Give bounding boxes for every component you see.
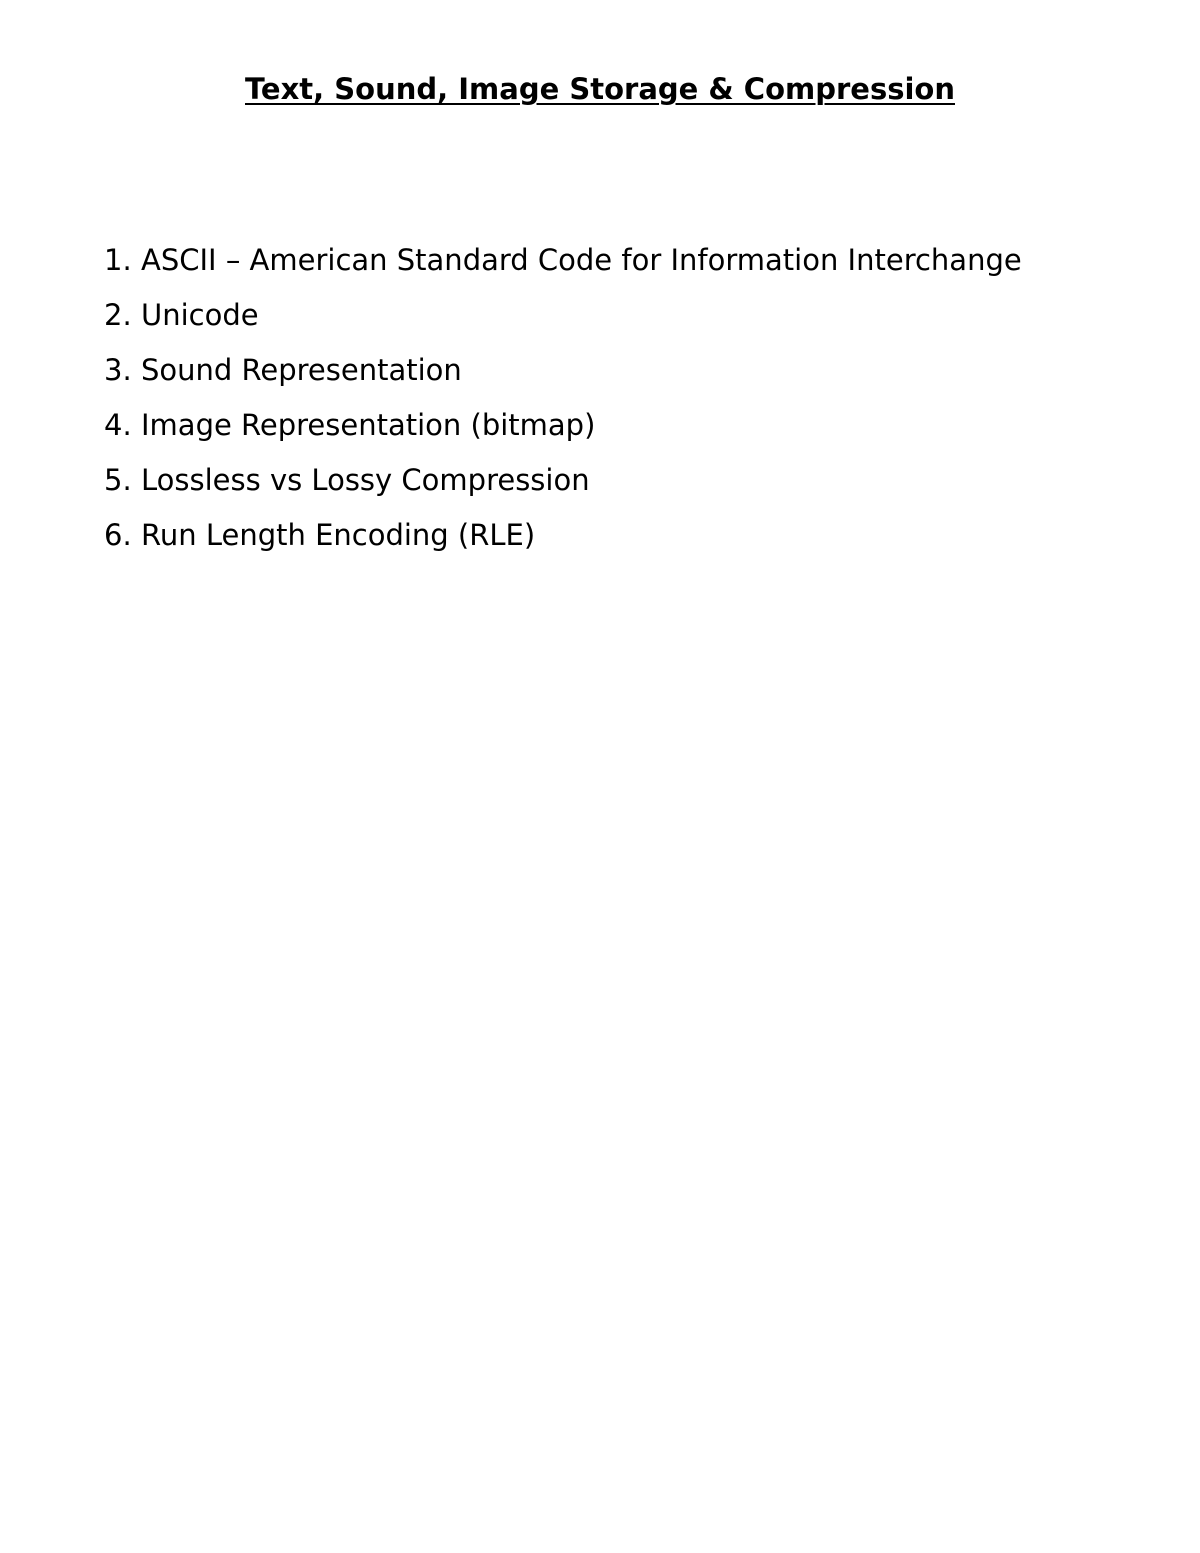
document-title: Text, Sound, Image Storage & Compression — [245, 72, 955, 106]
list-item — [104, 398, 1022, 453]
list-item-number: 4. — [104, 408, 132, 442]
list-item-text: Sound Representation — [141, 353, 462, 387]
list-item-text: Run Length Encoding (RLE) — [141, 518, 536, 552]
list-item — [104, 343, 1022, 398]
list-item-number: 5. — [104, 463, 132, 497]
list-item-text: Lossless vs Lossy Compression — [141, 463, 590, 497]
list-item-text: ASCII – American Standard Code for Information Interchange — [141, 243, 1022, 277]
list-item — [104, 288, 1022, 343]
list-item-number: 6. — [104, 518, 132, 552]
list-item — [104, 453, 1022, 508]
list-item — [104, 233, 1022, 288]
list-item-text: Image Representation (bitmap) — [141, 408, 596, 442]
topic-list — [104, 233, 1022, 563]
list-item — [104, 508, 1022, 563]
list-item-number: 1. — [104, 243, 132, 277]
list-item-number: 3. — [104, 353, 132, 387]
list-item-number: 2. — [104, 298, 132, 332]
list-item-text: Unicode — [141, 298, 259, 332]
